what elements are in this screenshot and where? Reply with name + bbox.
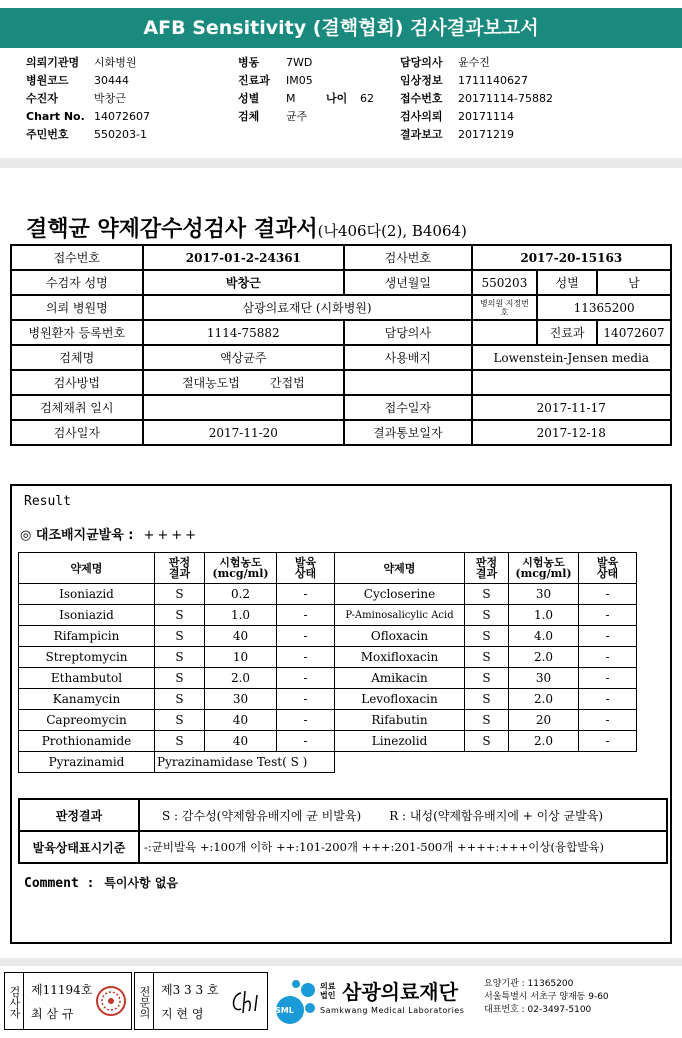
- drug-name: Cycloserine: [335, 584, 465, 605]
- received-date: 2017-11-17: [472, 395, 671, 420]
- org-phone: 대표번호 : 02-3497-5100: [484, 1005, 592, 1015]
- org-type-1: 의료: [320, 982, 336, 991]
- drug-name: Amikacin: [335, 668, 465, 689]
- clinical-info: 1711140627: [458, 74, 528, 87]
- table-row: [19, 605, 637, 626]
- cell-label: 접수번호: [11, 245, 143, 270]
- label: Chart No.: [26, 110, 85, 123]
- chart-no: 14072607: [94, 110, 150, 123]
- growth: -: [579, 584, 637, 605]
- concentration: 30: [509, 668, 579, 689]
- cell-label: 검사번호: [344, 245, 471, 270]
- sex: 남: [597, 270, 671, 295]
- department: IM05: [286, 74, 313, 87]
- ward: 7WD: [286, 56, 313, 69]
- growth: -: [277, 584, 335, 605]
- growth: -: [277, 668, 335, 689]
- seal-icon: [95, 985, 127, 1017]
- judgement: S: [465, 710, 509, 731]
- label: 수진자: [26, 92, 58, 105]
- concentration: 2.0: [205, 668, 277, 689]
- receipt-no: 20171114-75882: [458, 92, 553, 105]
- table-row: [19, 626, 637, 647]
- judgement: S: [155, 584, 205, 605]
- drug-sensitivity-table: [18, 552, 637, 773]
- legend-growth-text: -:균비발육 +:100개 이하 ++:101-200개 +++:201-500개 ++++:+++이상(융합발육): [139, 831, 667, 863]
- header-info-col1: [26, 54, 150, 144]
- table-row: [19, 799, 667, 831]
- cell-label: 검사방법: [11, 370, 143, 395]
- label: 병원코드: [26, 74, 69, 87]
- collection-date: [143, 395, 344, 420]
- drug-name: Kanamycin: [19, 689, 155, 710]
- dob: 550203: [472, 270, 538, 295]
- patient-name: 박창근: [143, 270, 344, 295]
- concentration: 2.0: [509, 647, 579, 668]
- table-row: [19, 831, 667, 863]
- growth: -: [579, 710, 637, 731]
- sml-logo-icon: [272, 976, 318, 1026]
- judgement: S: [155, 647, 205, 668]
- header-judge: [155, 553, 205, 584]
- method-indirect: 간접법: [269, 376, 305, 390]
- label: 검체: [238, 110, 260, 123]
- growth: -: [579, 731, 637, 752]
- empty-cell: [335, 752, 637, 773]
- table-row: [11, 295, 671, 320]
- org-type: [320, 982, 335, 1000]
- cell-label: 병원환자 등록번호: [11, 320, 143, 345]
- growth: -: [277, 626, 335, 647]
- table-row: [19, 731, 637, 752]
- empty-cell: [472, 370, 671, 395]
- divider: [0, 158, 682, 168]
- comment-label: Comment :: [24, 876, 95, 891]
- label: 의뢰기관명: [26, 56, 80, 69]
- cell-label: 검체채취 일시: [11, 395, 143, 420]
- header-drug: 약제명: [19, 553, 155, 584]
- org-type-2: 법인: [320, 991, 336, 1000]
- age-label: 나이: [326, 92, 348, 105]
- cell-label: 수검자 성명: [11, 270, 143, 295]
- growth: -: [277, 710, 335, 731]
- hospital-code: 30444: [94, 74, 129, 87]
- table-row: [11, 320, 671, 345]
- label: 진료과: [238, 74, 270, 87]
- header-judge-l1: 판정: [475, 556, 498, 569]
- age: 62: [360, 92, 374, 105]
- cell-label: 의뢰 병원명: [11, 295, 143, 320]
- signature-icon: [227, 987, 263, 1017]
- growth: -: [277, 731, 335, 752]
- org-name: 삼광의료재단: [342, 980, 458, 1004]
- concentration: 1.0: [205, 605, 277, 626]
- header-conc-l2: (mcg/ml): [212, 567, 269, 580]
- cell-label: 담당의사: [344, 320, 471, 345]
- growth: -: [579, 668, 637, 689]
- sml-text: SML: [275, 1006, 294, 1015]
- drug-name: Isoniazid: [19, 605, 155, 626]
- header-info-col2: [238, 54, 374, 126]
- concentration: 2.0: [509, 731, 579, 752]
- table-row: [19, 752, 637, 773]
- growth: -: [579, 605, 637, 626]
- specialist-name: 지 현 영: [161, 1007, 204, 1021]
- legend-growth-label: 발육상태표시기준: [19, 831, 139, 863]
- concentration: 1.0: [509, 605, 579, 626]
- org-contact: [484, 978, 609, 1017]
- judgement: S: [465, 668, 509, 689]
- report-heading: [26, 212, 467, 243]
- concentration: 20: [509, 710, 579, 731]
- concentration: 40: [205, 626, 277, 647]
- table-row: [19, 647, 637, 668]
- org-address: 서울특별시 서초구 양재동 9-60: [484, 992, 609, 1002]
- registration-no: 1114-75882: [143, 320, 344, 345]
- specialist-license-no: 제3 3 3 호: [161, 983, 219, 997]
- doctor: 윤수진: [458, 56, 490, 69]
- drug-name: Capreomycin: [19, 710, 155, 731]
- growth: -: [579, 647, 637, 668]
- test-date: 2017-11-20: [143, 420, 344, 445]
- judgement: S: [155, 731, 205, 752]
- label: 병동: [238, 56, 260, 69]
- cell-label: 병의원 지정번호: [472, 295, 538, 320]
- request-date: 20171114: [458, 110, 514, 123]
- sex: M: [286, 92, 296, 105]
- org-code: 요양기관 : 11365200: [484, 979, 574, 989]
- specialist-vertical-label: 전문의: [138, 985, 151, 1019]
- tester-license-no: 제11194호: [31, 983, 93, 997]
- cell-label: 결과통보일자: [344, 420, 471, 445]
- divider: [0, 958, 682, 966]
- concentration: 40: [205, 731, 277, 752]
- table-row: [19, 668, 637, 689]
- judgement: S: [465, 689, 509, 710]
- drug-name: Moxifloxacin: [335, 647, 465, 668]
- tester-signature-box: [4, 972, 132, 1030]
- table-row: [19, 584, 637, 605]
- organization-logo: [272, 974, 678, 1030]
- header-growth-l2: 상태: [294, 567, 317, 580]
- drug-name: Isoniazid: [19, 584, 155, 605]
- table-row: [11, 345, 671, 370]
- specimen-info-table: [10, 244, 672, 446]
- comment-text: 특이사항 없음: [104, 876, 179, 890]
- test-method: [143, 370, 344, 395]
- method-absolute: 절대농도법: [181, 376, 240, 390]
- drug-name: Streptomycin: [19, 647, 155, 668]
- report-date: 20171219: [458, 128, 514, 141]
- cell-label: 생년월일: [344, 270, 471, 295]
- header-conc-l1: 시험농도: [522, 556, 565, 569]
- header-judge-l1: 판정: [168, 556, 191, 569]
- org-english-name: Samkwang Medical Laboratories: [320, 1006, 465, 1015]
- growth: -: [277, 689, 335, 710]
- comment: [24, 874, 178, 891]
- judgement: S: [465, 647, 509, 668]
- specimen-name: 액상균주: [143, 345, 344, 370]
- label: 임상정보: [400, 74, 443, 87]
- header-judge-l2: 결과: [168, 567, 191, 580]
- judgement: S: [465, 584, 509, 605]
- label: 검사의뢰: [400, 110, 443, 123]
- concentration: 30: [509, 584, 579, 605]
- cell-label: 성별: [537, 270, 597, 295]
- table-row: [11, 395, 671, 420]
- drug-name: Linezolid: [335, 731, 465, 752]
- header-growth-l1: 발육: [596, 556, 619, 569]
- drug-name: P-Aminosalicylic Acid: [335, 605, 465, 626]
- report-heading-text: 결핵균 약제감수성검사 결과서: [26, 216, 318, 242]
- cell-label: 사용배지: [344, 345, 471, 370]
- growth: -: [579, 626, 637, 647]
- concentration: 30: [205, 689, 277, 710]
- specialist-signature-box: [134, 972, 268, 1030]
- test-no: 2017-20-15163: [472, 245, 671, 270]
- drug-name: Prothionamide: [19, 731, 155, 752]
- drug-name: Rifampicin: [19, 626, 155, 647]
- growth: -: [277, 605, 335, 626]
- header-judge-l2: 결과: [475, 567, 498, 580]
- table-row: [19, 689, 637, 710]
- control-growth-value: ++++: [143, 528, 200, 543]
- header-conc: [205, 553, 277, 584]
- header-conc: [509, 553, 579, 584]
- result-section: [10, 484, 672, 944]
- cell-label: 검사일자: [11, 420, 143, 445]
- table-row: [11, 245, 671, 270]
- judgement: S: [155, 710, 205, 731]
- judgement: S: [465, 626, 509, 647]
- tester-name: 최 삼 규: [31, 1007, 74, 1021]
- department: 14072607: [597, 320, 671, 345]
- header-conc-l2: (mcg/ml): [515, 567, 572, 580]
- result-heading: Result: [24, 494, 71, 509]
- drug-name: Ethambutol: [19, 668, 155, 689]
- label: 담당의사: [400, 56, 443, 69]
- judgement: S: [465, 605, 509, 626]
- table-row: [11, 270, 671, 295]
- hospital-code: 11365200: [537, 295, 671, 320]
- pza-test: Pyrazinamidase Test( S ): [155, 752, 335, 773]
- cell-label: 검체명: [11, 345, 143, 370]
- specimen: 균주: [286, 110, 308, 123]
- control-growth-label: ◎ 대조배지균발육 :: [20, 528, 134, 543]
- label: 접수번호: [400, 92, 443, 105]
- label: 성별: [238, 92, 260, 105]
- header-growth: [277, 553, 335, 584]
- header-growth: [579, 553, 637, 584]
- cell-label: 접수일자: [344, 395, 471, 420]
- label: 주민번호: [26, 128, 69, 141]
- report-title-bar: AFB Sensitivity (결핵협회) 검사결과보고서: [0, 8, 682, 48]
- concentration: 40: [205, 710, 277, 731]
- notify-date: 2017-12-18: [472, 420, 671, 445]
- judgement: S: [155, 689, 205, 710]
- header-growth-l2: 상태: [596, 567, 619, 580]
- legend-r: R : 내성(약제함유배지에 + 이상 균발육): [389, 808, 604, 823]
- drug-name: Levofloxacin: [335, 689, 465, 710]
- control-growth: [20, 524, 199, 543]
- cell-label: 진료과: [537, 320, 597, 345]
- legend-table: [18, 798, 668, 864]
- empty-cell: [344, 370, 471, 395]
- growth: -: [579, 689, 637, 710]
- footer: [0, 968, 682, 1034]
- receipt-no: 2017-01-2-24361: [143, 245, 344, 270]
- growth: -: [277, 647, 335, 668]
- table-row: [11, 370, 671, 395]
- table-row: [19, 710, 637, 731]
- header-drug: 약제명: [335, 553, 465, 584]
- drug-name: Pyrazinamid: [19, 752, 155, 773]
- legend-judge-label: 판정결과: [19, 799, 139, 831]
- concentration: 2.0: [509, 689, 579, 710]
- label: 결과보고: [400, 128, 443, 141]
- header-info-col3: [400, 54, 553, 144]
- resident-no: 550203-1: [94, 128, 147, 141]
- medium: Lowenstein-Jensen media: [472, 345, 671, 370]
- concentration: 4.0: [509, 626, 579, 647]
- report-heading-code: (나406다(2), B4064): [317, 222, 467, 240]
- legend-s: S : 감수성(약제함유배지에 균 비발육): [162, 808, 362, 823]
- judgement: S: [465, 731, 509, 752]
- concentration: 10: [205, 647, 277, 668]
- hospital-name: 시화병원: [94, 56, 137, 69]
- table-header-row: [19, 553, 637, 584]
- judgement: S: [155, 668, 205, 689]
- header-growth-l1: 발육: [294, 556, 317, 569]
- concentration: 0.2: [205, 584, 277, 605]
- header-judge: [465, 553, 509, 584]
- drug-name: Rifabutin: [335, 710, 465, 731]
- header-conc-l1: 시험농도: [219, 556, 262, 569]
- doctor: [472, 320, 538, 345]
- table-row: [11, 420, 671, 445]
- drug-name: Ofloxacin: [335, 626, 465, 647]
- legend-judge-text: [139, 799, 667, 831]
- tester-vertical-label: 검사자: [8, 985, 21, 1019]
- judgement: S: [155, 626, 205, 647]
- hospital-name: 삼광의료재단 (시화병원): [143, 295, 472, 320]
- patient-name: 박창근: [94, 92, 126, 105]
- judgement: S: [155, 605, 205, 626]
